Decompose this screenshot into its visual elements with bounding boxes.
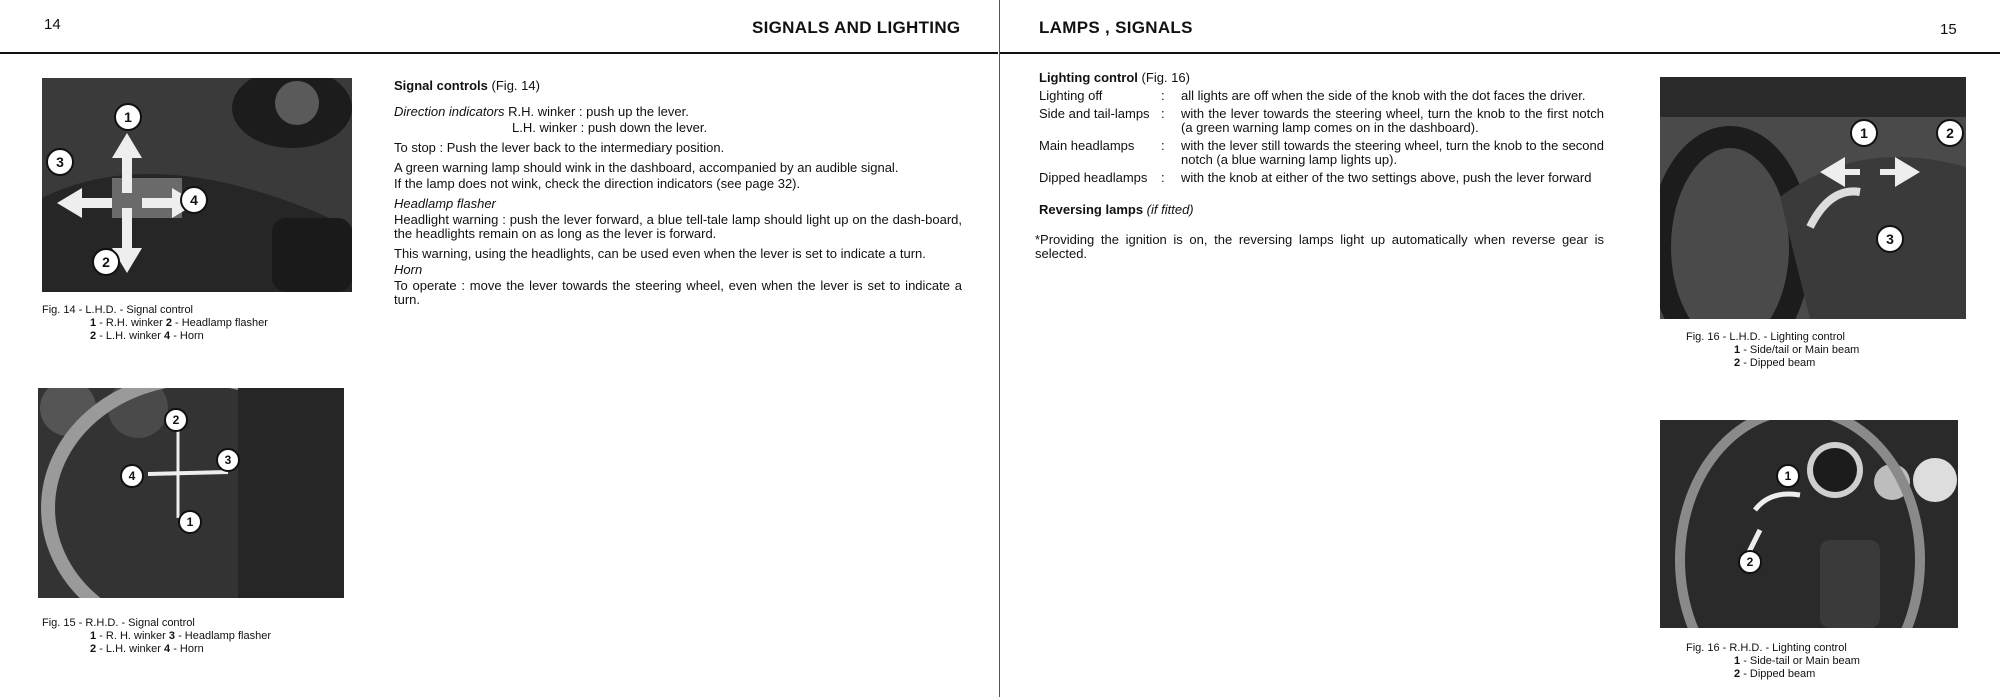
fig15-photo bbox=[38, 388, 344, 598]
reversing-lamps-heading: Reversing lamps bbox=[1039, 202, 1144, 217]
lighting-row-side-tail: Side and tail-lamps : with the lever towards the steering wheel, turn the knob to the first notch (a green warning lamp comes on in the dashboard). bbox=[1039, 106, 1604, 135]
fig16-lhd-caption bbox=[1686, 331, 1859, 370]
headlight-warning-text: Headlight warning : push the lever forward, a blue tell-tale lamp should light up on the dash-board, the headlights remain on as long as the lever is forward. bbox=[394, 212, 962, 241]
fig16-rhd-legend-1: 1 - Side-tail or Main beam bbox=[1734, 655, 1860, 667]
fig16-lhd-legend-2: 2 - Dipped beam bbox=[1734, 357, 1816, 369]
fig15-legend-line-1: 1 - R. H. winker 3 - Headlamp flasher bbox=[90, 630, 271, 642]
fig14-caption-title: Fig. 14 - L.H.D. - Signal control bbox=[42, 304, 194, 316]
fig15-legend-line-2: 2 - L.H. winker 4 - Horn bbox=[90, 643, 204, 655]
fig16-lhd-legend-1: 1 - Side/tail or Main beam bbox=[1734, 344, 1860, 356]
left-header-rule bbox=[0, 52, 998, 54]
fig15-marker-1: 1 bbox=[178, 510, 202, 534]
direction-indicators-label: Direction indicators bbox=[394, 104, 505, 119]
fig14-photo bbox=[42, 78, 352, 292]
fig15-caption-title: Fig. 15 - R.H.D. - Signal control bbox=[42, 617, 195, 629]
lighting-control-section bbox=[1035, 70, 1604, 267]
fig16-rhd-marker-1: 1 bbox=[1776, 464, 1800, 488]
fig14-marker-4: 4 bbox=[180, 186, 208, 214]
fig15-marker-4: 4 bbox=[120, 464, 144, 488]
fig14-marker-1: 1 bbox=[114, 103, 142, 131]
fig14-legend-line-1: 1 - R.H. winker 2 - Headlamp flasher bbox=[90, 317, 268, 329]
fig16-lhd-caption-title: Fig. 16 - L.H.D. - Lighting control bbox=[1686, 331, 1845, 343]
right-header-rule bbox=[1000, 52, 2000, 54]
lighting-row-off: Lighting off : all lights are off when the side of the knob with the dot faces the driver. bbox=[1039, 88, 1586, 103]
fig14-marker-3: 3 bbox=[46, 148, 74, 176]
to-stop-text: To stop : Push the lever back to the intermediary position. bbox=[394, 140, 725, 155]
left-page-number: 14 bbox=[44, 16, 61, 33]
fig15-marker-3: 3 bbox=[216, 448, 240, 472]
this-warning-text: This warning, using the headlights, can be used even when the lever is set to indicate a turn. bbox=[394, 246, 926, 261]
fig16-lhd-marker-1: 1 bbox=[1850, 119, 1878, 147]
to-operate-text: To operate : move the lever towards the steering wheel, even when the lever is set to indicate a turn. bbox=[394, 278, 962, 307]
lighting-row-main: Main headlamps : with the lever still towards the steering wheel, turn the knob to the second notch (a blue warning lamp lights up). bbox=[1039, 138, 1604, 167]
fig16-lhd-marker-2: 2 bbox=[1936, 119, 1964, 147]
fig16-rhd-caption-title: Fig. 16 - R.H.D. - Lighting control bbox=[1686, 642, 1847, 654]
headlamp-flasher-label: Headlamp flasher bbox=[394, 196, 496, 211]
horn-label: Horn bbox=[394, 262, 423, 277]
lighting-control-ref: (Fig. 16) bbox=[1141, 70, 1190, 85]
if-lamp-text: If the lamp does not wink, check the direction indicators (see page 32). bbox=[394, 176, 801, 191]
left-page-title: SIGNALS AND LIGHTING bbox=[752, 18, 961, 37]
right-page-number: 15 bbox=[1940, 21, 1957, 38]
fig14-caption bbox=[42, 304, 268, 343]
lighting-row-dipped: Dipped headlamps : with the knob at either of the two settings above, push the lever forward bbox=[1039, 170, 1592, 185]
reversing-lamps-note: (if fitted) bbox=[1146, 202, 1194, 217]
fig16-rhd-marker-2: 2 bbox=[1738, 550, 1762, 574]
page-spine bbox=[999, 0, 1000, 697]
lighting-control-heading: Lighting control bbox=[1039, 70, 1138, 85]
fig16-rhd-photo bbox=[1660, 420, 1958, 628]
fig14-legend-line-2: 2 - L.H. winker 4 - Horn bbox=[90, 330, 204, 342]
direction-lh: L.H. winker : push down the lever. bbox=[512, 120, 708, 135]
signal-controls-section bbox=[394, 79, 962, 313]
fig16-rhd-legend-2: 2 - Dipped beam bbox=[1734, 668, 1816, 680]
signal-controls-ref: (Fig. 14) bbox=[491, 78, 540, 93]
direction-rh: R.H. winker : push up the lever. bbox=[508, 104, 689, 119]
right-page-title: LAMPS , SIGNALS bbox=[1039, 18, 1193, 37]
green-lamp-text: A green warning lamp should wink in the dashboard, accompanied by an audible signal. bbox=[394, 160, 899, 175]
fig16-lhd-photo bbox=[1660, 77, 1966, 319]
fig14-marker-2: 2 bbox=[92, 248, 120, 276]
fig15-caption bbox=[42, 617, 271, 656]
fig15-marker-2: 2 bbox=[164, 408, 188, 432]
fig16-rhd-caption bbox=[1686, 642, 1860, 681]
reversing-lamps-text: *Providing the ignition is on, the reversing lamps light up automatically when reverse gear is selected. bbox=[1035, 232, 1604, 261]
signal-controls-heading: Signal controls bbox=[394, 78, 488, 93]
fig16-lhd-marker-3: 3 bbox=[1876, 225, 1904, 253]
